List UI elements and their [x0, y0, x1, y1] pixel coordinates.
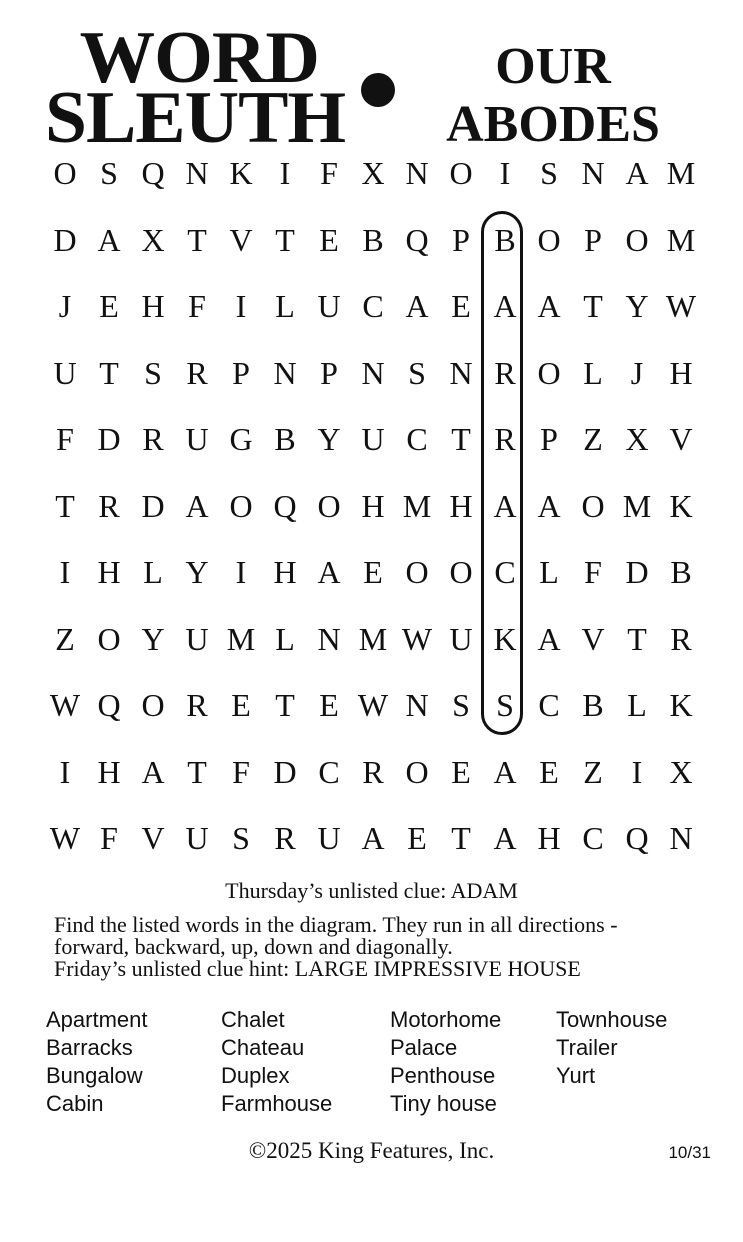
word-item: Trailer	[556, 1035, 618, 1060]
grid-cell[interactable]: N	[273, 354, 297, 391]
grid-cell[interactable]: N	[317, 620, 341, 657]
grid-cell[interactable]: W	[49, 687, 81, 723]
grid-cell[interactable]: Z	[55, 620, 75, 657]
grid-cell[interactable]: L	[275, 288, 295, 324]
grid-cell[interactable]: T	[583, 288, 603, 324]
grid-cell[interactable]: I	[499, 155, 511, 191]
grid-cell[interactable]: F	[320, 155, 338, 191]
grid-cell[interactable]: J	[58, 288, 72, 324]
grid-cell[interactable]: R	[362, 753, 384, 790]
grid-cell[interactable]: A	[537, 620, 561, 657]
grid-cell[interactable]: E	[539, 753, 559, 790]
grid-cell[interactable]: I	[631, 753, 643, 790]
grid-cell[interactable]: B	[494, 221, 516, 258]
grid-cell[interactable]: Q	[141, 155, 165, 191]
grid-cell[interactable]: A	[185, 487, 209, 524]
word-item: Farmhouse	[221, 1091, 333, 1116]
grid-cell[interactable]: T	[187, 753, 207, 790]
grid-cell[interactable]: H	[97, 753, 121, 790]
grid-cell[interactable]: O	[537, 221, 561, 258]
grid-cell[interactable]: B	[274, 421, 296, 457]
grid-cell[interactable]: C	[406, 421, 428, 457]
grid-cell[interactable]: E	[451, 753, 471, 790]
grid-cell[interactable]: N	[361, 354, 385, 391]
grid-cell[interactable]: O	[449, 554, 473, 590]
grid-cell[interactable]: F	[584, 554, 602, 590]
grid-cell[interactable]: O	[405, 753, 429, 790]
grid-cell[interactable]: S	[144, 354, 162, 391]
grid-cell[interactable]: O	[229, 487, 253, 524]
grid-cell[interactable]: V	[141, 820, 165, 856]
grid-cell[interactable]: S	[408, 354, 426, 391]
grid-cell[interactable]: T	[451, 421, 471, 457]
grid-cell[interactable]: E	[363, 554, 383, 590]
grid-cell[interactable]: D	[625, 554, 649, 590]
grid-cell[interactable]: P	[320, 354, 338, 391]
grid-cell[interactable]: T	[55, 487, 75, 524]
grid-cell[interactable]: O	[625, 221, 649, 258]
grid-cell[interactable]: T	[627, 620, 647, 657]
grid-cell[interactable]: S	[540, 155, 558, 191]
instructions-line-2: forward, backward, up, down and diagonally.	[54, 934, 453, 959]
word-list	[0, 1006, 743, 1126]
grid-cell[interactable]: X	[361, 155, 385, 191]
grid-cell[interactable]: H	[449, 487, 473, 524]
grid-cell[interactable]: S	[100, 155, 118, 191]
grid-cell[interactable]: A	[493, 753, 517, 790]
grid-cell[interactable]: C	[582, 820, 604, 856]
grid-row	[43, 406, 703, 472]
grid-cell[interactable]: W	[357, 687, 389, 723]
grid-cell[interactable]: A	[537, 487, 561, 524]
puzzle-date: 10/31	[668, 1143, 711, 1162]
grid-cell[interactable]: C	[538, 687, 560, 723]
grid-cell[interactable]: K	[669, 687, 693, 723]
grid-cell[interactable]: W	[401, 620, 433, 657]
grid-cell[interactable]: K	[493, 620, 517, 657]
word-item: Motorhome	[390, 1007, 502, 1032]
grid-cell[interactable]: B	[670, 554, 692, 590]
grid-cell[interactable]: Z	[583, 753, 603, 790]
grid-cell[interactable]: A	[97, 221, 121, 258]
title-line-word: WORD	[79, 17, 319, 99]
grid-cell[interactable]: N	[185, 155, 209, 191]
grid-cell[interactable]: V	[669, 421, 693, 457]
word-item: Apartment	[46, 1007, 148, 1032]
grid-cell[interactable]: O	[53, 155, 77, 191]
grid-cell[interactable]: N	[669, 820, 693, 856]
grid-cell[interactable]: O	[581, 487, 605, 524]
grid-cell[interactable]: H	[141, 288, 165, 324]
word-item: Barracks	[46, 1035, 133, 1060]
grid-cell[interactable]: U	[185, 421, 209, 457]
grid-cell[interactable]: D	[141, 487, 165, 524]
grid-cell[interactable]: X	[141, 221, 165, 258]
grid-cell[interactable]: Q	[625, 820, 649, 856]
grid-cell[interactable]: G	[229, 421, 253, 457]
grid-cell[interactable]: R	[274, 820, 296, 856]
grid-row	[43, 539, 703, 605]
grid-cell[interactable]: W	[665, 288, 697, 324]
grid-cell[interactable]: Y	[625, 288, 649, 324]
grid-cell[interactable]: U	[317, 288, 341, 324]
word-item: Bungalow	[46, 1063, 143, 1088]
instructions	[54, 914, 704, 980]
instructions-line-1: Find the listed words in the diagram. They run in all directions -	[54, 912, 618, 937]
letter-grid[interactable]	[43, 140, 703, 872]
grid-cell[interactable]: O	[97, 620, 121, 657]
grid-cell[interactable]: N	[581, 155, 605, 191]
grid-cell[interactable]: D	[273, 753, 297, 790]
grid-cell[interactable]: R	[494, 354, 516, 391]
grid-cell[interactable]: O	[141, 687, 165, 723]
grid-cell[interactable]: E	[319, 687, 339, 723]
grid-cell[interactable]: A	[537, 288, 561, 324]
grid-cell[interactable]: A	[625, 155, 649, 191]
grid-cell[interactable]: E	[407, 820, 427, 856]
grid-cell[interactable]: E	[451, 288, 471, 324]
word-item: Yurt	[556, 1063, 596, 1088]
grid-cell[interactable]: L	[143, 554, 163, 590]
grid-cell[interactable]: C	[318, 753, 340, 790]
grid-cell[interactable]: D	[97, 421, 121, 457]
grid-cell[interactable]: N	[405, 687, 429, 723]
grid-cell[interactable]: S	[496, 687, 514, 723]
unlisted-clue: Thursday’s unlisted clue: ADAM	[225, 878, 518, 903]
grid-cell[interactable]: B	[362, 221, 384, 258]
grid-cell[interactable]: A	[141, 753, 165, 790]
grid-cell[interactable]: M	[666, 221, 696, 258]
word-item: Palace	[390, 1035, 458, 1060]
grid-row	[43, 739, 703, 805]
grid-cell[interactable]: H	[669, 354, 693, 391]
grid-cell[interactable]: X	[669, 753, 693, 790]
grid-cell[interactable]: F	[232, 753, 250, 790]
grid-cell[interactable]: L	[539, 554, 559, 590]
grid-cell[interactable]: P	[232, 354, 250, 391]
grid-cell[interactable]: M	[226, 620, 256, 657]
grid-cell[interactable]: E	[231, 687, 251, 723]
grid-cell[interactable]: P	[452, 221, 470, 258]
copyright-notice: ©2025 King Features, Inc.	[248, 1138, 495, 1163]
puzzle-title	[0, 0, 743, 160]
word-item: Penthouse	[390, 1063, 496, 1088]
grid-cell[interactable]: C	[362, 288, 384, 324]
grid-row	[43, 805, 703, 871]
grid-cell[interactable]: H	[97, 554, 121, 590]
grid-cell[interactable]: P	[540, 421, 558, 457]
grid-cell[interactable]: V	[229, 221, 253, 258]
word-item: Chalet	[221, 1007, 285, 1032]
circled-answer-barracks	[481, 211, 523, 735]
grid-cell[interactable]: H	[273, 554, 297, 590]
grid-cell[interactable]: U	[361, 421, 385, 457]
grid-cell[interactable]: A	[493, 487, 517, 524]
word-item: Tiny house	[390, 1091, 497, 1116]
grid-cell[interactable]: Q	[97, 687, 121, 723]
grid-cell[interactable]: A	[493, 288, 517, 324]
word-item: Chateau	[221, 1035, 305, 1060]
grid-cell[interactable]: N	[449, 354, 473, 391]
grid-cell[interactable]: R	[142, 421, 164, 457]
title-line-sleuth: SLEUTH	[45, 77, 346, 159]
grid-cell[interactable]: I	[59, 753, 71, 790]
grid-cell[interactable]: A	[361, 820, 385, 856]
word-item: Townhouse	[556, 1007, 668, 1032]
grid-cell[interactable]: I	[235, 554, 247, 590]
grid-cell[interactable]: S	[452, 687, 470, 723]
grid-cell[interactable]: Y	[185, 554, 209, 590]
grid-cell[interactable]: T	[275, 687, 295, 723]
word-item: Cabin	[46, 1091, 104, 1116]
grid-cell[interactable]: U	[317, 820, 341, 856]
grid-cell[interactable]: Q	[405, 221, 429, 258]
word-item: Duplex	[221, 1063, 290, 1088]
grid-cell[interactable]: F	[56, 421, 74, 457]
grid-row	[43, 606, 703, 672]
grid-cell[interactable]: R	[98, 487, 120, 524]
title-word-sleuth	[45, 17, 346, 159]
grid-cell[interactable]: Y	[317, 421, 341, 457]
grid-cell[interactable]: M	[666, 155, 696, 191]
grid-row	[43, 473, 703, 539]
grid-cell[interactable]: C	[494, 554, 516, 590]
grid-cell[interactable]: O	[537, 354, 561, 391]
grid-cell[interactable]: P	[584, 221, 602, 258]
instructions-line-3: Friday’s unlisted clue hint: LARGE IMPRESSIVE HOUSE	[54, 956, 581, 981]
grid-cell[interactable]: Z	[583, 421, 603, 457]
grid-cell[interactable]: K	[669, 487, 693, 524]
word-column-1	[46, 1006, 148, 1118]
grid-row	[43, 340, 703, 406]
grid-cell[interactable]: L	[275, 620, 295, 657]
grid-cell[interactable]: U	[449, 620, 473, 657]
grid-cell[interactable]: M	[622, 487, 652, 524]
grid-cell[interactable]: R	[186, 354, 208, 391]
grid-cell[interactable]: R	[186, 687, 208, 723]
grid-cell[interactable]: K	[229, 155, 253, 191]
grid-cell[interactable]: I	[279, 155, 291, 191]
grid-cell[interactable]: T	[99, 354, 119, 391]
grid-cell[interactable]: T	[275, 221, 295, 258]
grid-cell[interactable]: U	[53, 354, 77, 391]
grid-cell[interactable]: F	[188, 288, 206, 324]
word-column-3	[390, 1006, 501, 1118]
grid-cell[interactable]: B	[582, 687, 604, 723]
grid-cell[interactable]: U	[185, 820, 209, 856]
grid-cell[interactable]: M	[358, 620, 388, 657]
grid-cell[interactable]: N	[405, 155, 429, 191]
grid-cell[interactable]: R	[670, 620, 692, 657]
grid-cell[interactable]: O	[405, 554, 429, 590]
grid-cell[interactable]: T	[451, 820, 471, 856]
grid-cell[interactable]: A	[493, 820, 517, 856]
theme-line-2: ABODES	[446, 96, 660, 153]
puzzle-theme	[438, 38, 668, 154]
grid-cell[interactable]: V	[581, 620, 605, 657]
grid-row	[43, 672, 703, 738]
grid-cell[interactable]: J	[630, 354, 644, 391]
grid-cell[interactable]: M	[402, 487, 432, 524]
grid-cell[interactable]: H	[537, 820, 561, 856]
theme-line-1: OUR	[495, 38, 611, 95]
grid-cell[interactable]: E	[319, 221, 339, 258]
word-column-4	[556, 1006, 667, 1090]
grid-cell[interactable]: I	[59, 554, 71, 590]
grid-cell[interactable]: T	[187, 221, 207, 258]
grid-row	[43, 207, 703, 273]
grid-cell[interactable]: Q	[273, 487, 297, 524]
grid-cell[interactable]: W	[49, 820, 81, 856]
grid-cell[interactable]: A	[405, 288, 429, 324]
grid-cell[interactable]: L	[627, 687, 647, 723]
grid-cell[interactable]: F	[100, 820, 118, 856]
grid-cell[interactable]: U	[185, 620, 209, 657]
grid-cell[interactable]: D	[53, 221, 77, 258]
grid-cell[interactable]: I	[235, 288, 247, 324]
grid-cell[interactable]: O	[449, 155, 473, 191]
bullet-dot-icon	[361, 73, 395, 107]
grid-cell[interactable]: A	[317, 554, 341, 590]
grid-cell[interactable]: H	[361, 487, 385, 524]
grid-row	[43, 140, 703, 206]
grid-cell[interactable]: X	[625, 421, 649, 457]
grid-cell[interactable]: E	[99, 288, 119, 324]
grid-cell[interactable]: S	[232, 820, 250, 856]
grid-cell[interactable]: R	[494, 421, 516, 457]
word-column-2	[221, 1006, 332, 1118]
grid-cell[interactable]: Y	[141, 620, 165, 657]
grid-cell[interactable]: L	[583, 354, 603, 391]
grid-cell[interactable]: O	[317, 487, 341, 524]
grid-row	[43, 273, 703, 339]
